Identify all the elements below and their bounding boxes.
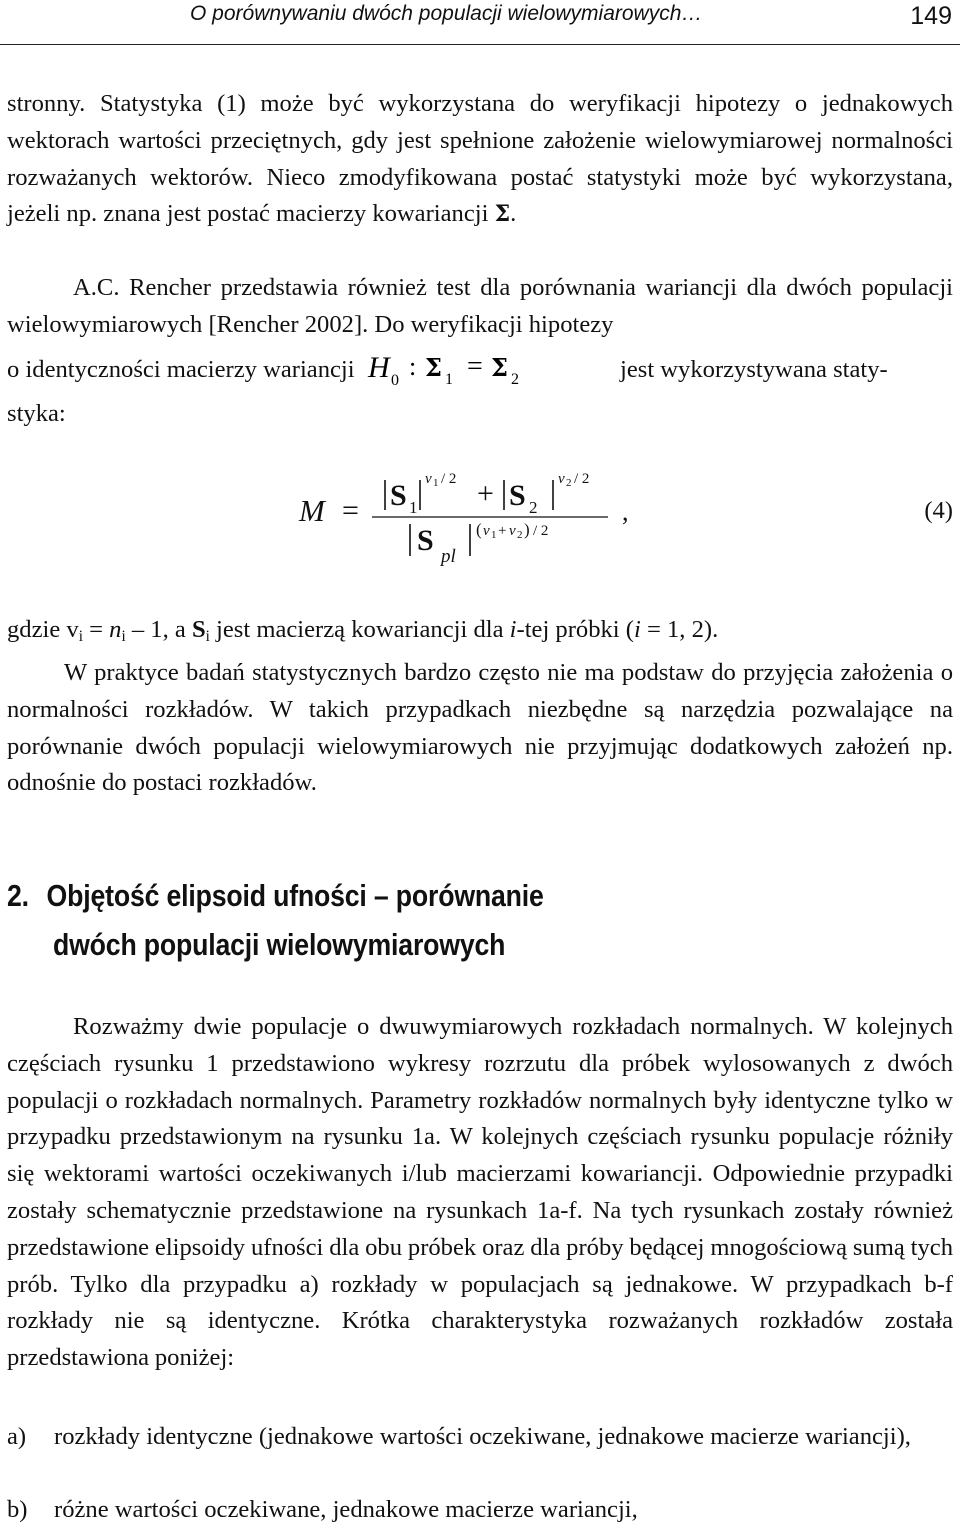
h0-equals: = (467, 351, 483, 382)
formula-comma: , (622, 497, 629, 526)
paragraph-1 (7, 86, 953, 233)
p3-text: -tej próbki ( (516, 616, 634, 643)
p3-matrix-s: S (191, 616, 206, 643)
exp1-sub: 1 (433, 477, 439, 489)
sigma-1-subscript: 1 (445, 371, 453, 388)
den-sub1: 1 (491, 529, 497, 541)
section-title-line-1: Objętość elipsoid ufności – porównanie (46, 878, 544, 913)
sigma-symbol: Σ (494, 201, 511, 228)
p3-text: = (82, 616, 110, 643)
sigma-1: Σ (425, 353, 442, 382)
paragraph-4-text: W praktyce badań statystycznych bardzo często nie ma podstaw do przyjęcia założenia o normalności rozkładów. W takich przypadkach niezbędne są narzędzia pozwalające na porównanie dwóch populacji wielowymiarowych nie przyjmując dodatkowych założeń np. odnośnie do postaci rozkładów. (7, 659, 953, 797)
den-close-paren: ) (524, 520, 530, 539)
formula-lhs: M (299, 493, 325, 528)
paragraph-5 (7, 1009, 953, 1377)
paragraph-2 (7, 270, 953, 344)
den-v2: v (509, 523, 516, 539)
list-item (7, 1419, 953, 1493)
paragraph-1-text: stronny. Statystyka (1) może być wykorzystana do weryfikacji hipotezy o jednakowych wektorach wartości przeciętnych, gdy jest spełnione założenie wielowymiarowej normalności rozważanych wektorów. Nieco zmodyfikowana postać statystyki może być wykorzystana, jeżeli np. znana jest postać macierzy kowariancji (7, 90, 953, 228)
matrix-s2: S (509, 479, 526, 512)
page-number: 149 (910, 2, 952, 30)
p3-sub: i (121, 627, 126, 645)
sigma-2: Σ (491, 353, 508, 382)
p3-sub: i (78, 627, 83, 645)
s1-subscript: 1 (409, 498, 418, 517)
list-item-label: a) (7, 1423, 27, 1450)
styka-text: styka: (7, 400, 66, 427)
exp1-v: v (425, 471, 432, 487)
p3-text: = 1, 2). (640, 616, 719, 643)
p3-text: jest macierzą kowariancji dla (209, 616, 510, 643)
matrix-s1: S (390, 479, 407, 512)
hypothesis-after-text: jest wykorzystywana staty- (620, 356, 888, 383)
p3-i: i (633, 616, 641, 643)
h0-subscript: 0 (391, 372, 399, 389)
section-heading (7, 871, 544, 920)
p3-i: i (509, 616, 517, 643)
section-title-line-2: dwóch populacji wielowymiarowych (53, 927, 506, 962)
list-item-label: b) (7, 1496, 28, 1523)
exp2-sub: 2 (566, 477, 572, 489)
h0-colon: : (409, 352, 417, 381)
exp2-v: v (558, 471, 565, 487)
equation-number: (4) (924, 497, 953, 524)
running-title: O porównywaniu dwóch populacji wielowymiarowych… (190, 2, 703, 25)
s2-subscript: 2 (529, 498, 538, 517)
section-number: 2. (7, 878, 29, 913)
p3-sub: i (205, 627, 210, 645)
list-item (7, 1492, 953, 1529)
section-heading-continued (53, 920, 505, 969)
p3-text: – 1, a (125, 616, 192, 643)
den-v1: v (483, 523, 490, 539)
h0-symbol: H (368, 351, 390, 384)
list-item-text: rozkłady identyczne (jednakowe wartości oczekiwane, jednakowe macierze wariancji), (54, 1423, 911, 1450)
hypothesis-intro: o identyczności macierzy wariancji (7, 356, 355, 383)
p3-text: gdzie v (7, 616, 79, 643)
formula-4 (0, 458, 960, 578)
matrix-spl: S (417, 524, 434, 557)
paragraph-3 (7, 612, 718, 656)
exp2-div: / 2 (574, 471, 590, 487)
hypothesis-after (620, 352, 888, 389)
den-div: / 2 (533, 523, 549, 539)
sigma-2-subscript: 2 (511, 371, 519, 388)
paragraph-2-text: A.C. Rencher przedstawia również test dla porównania wariancji dla dwóch populacji wielowymiarowych [Rencher 2002]. Do weryfikacji hipotezy (7, 274, 953, 338)
den-sub2: 2 (517, 529, 523, 541)
styka-line (7, 396, 66, 433)
p3-n: n (109, 616, 122, 643)
running-header (0, 0, 960, 45)
den-open-paren: ( (476, 520, 482, 539)
paragraph-4 (7, 655, 953, 802)
paragraph-5-text: Rozważmy dwie populacje o dwuwymiarowych rozkładach normalnych. W kolejnych częściach rysunku 1 przedstawiono wykresy rozrzutu dla próbek wylosowanych z dwóch populacji o rozkładach normalnych. Parametry rozkładów normalnych były identyczne tylko w przypadku przedstawionym na rysunku 1a. W kolejnych częściach rysunku populacje różniły się wektorami wartości oczekiwanych i/lub macierzami kowariancji. Odpowiednie przypadki zostały schematycznie przedstawione na rysunkach 1a-f. Na tych rysunkach zostały również przedstawione elipsoidy ufności dla obu próbek oraz dla próby będącej mnogościową sumą tych prób. Tylko dla przypadku a) rozkłady w populacjach są jednakowe. W przypadkach b-f rozkłady nie są identyczne. Krótka charakterystyka rozważanych rozkładów została przedstawiona poniżej: (7, 1013, 953, 1372)
den-plus: + (498, 523, 507, 539)
formula-plus: + (477, 477, 494, 510)
exp1-div: / 2 (441, 471, 457, 487)
paragraph-1-end: . (510, 200, 517, 228)
formula-equals: = (342, 494, 359, 527)
spl-subscript: pl (441, 546, 456, 567)
list-item-text: różne wartości oczekiwane, jednakowe macierze wariancji, (54, 1496, 638, 1523)
